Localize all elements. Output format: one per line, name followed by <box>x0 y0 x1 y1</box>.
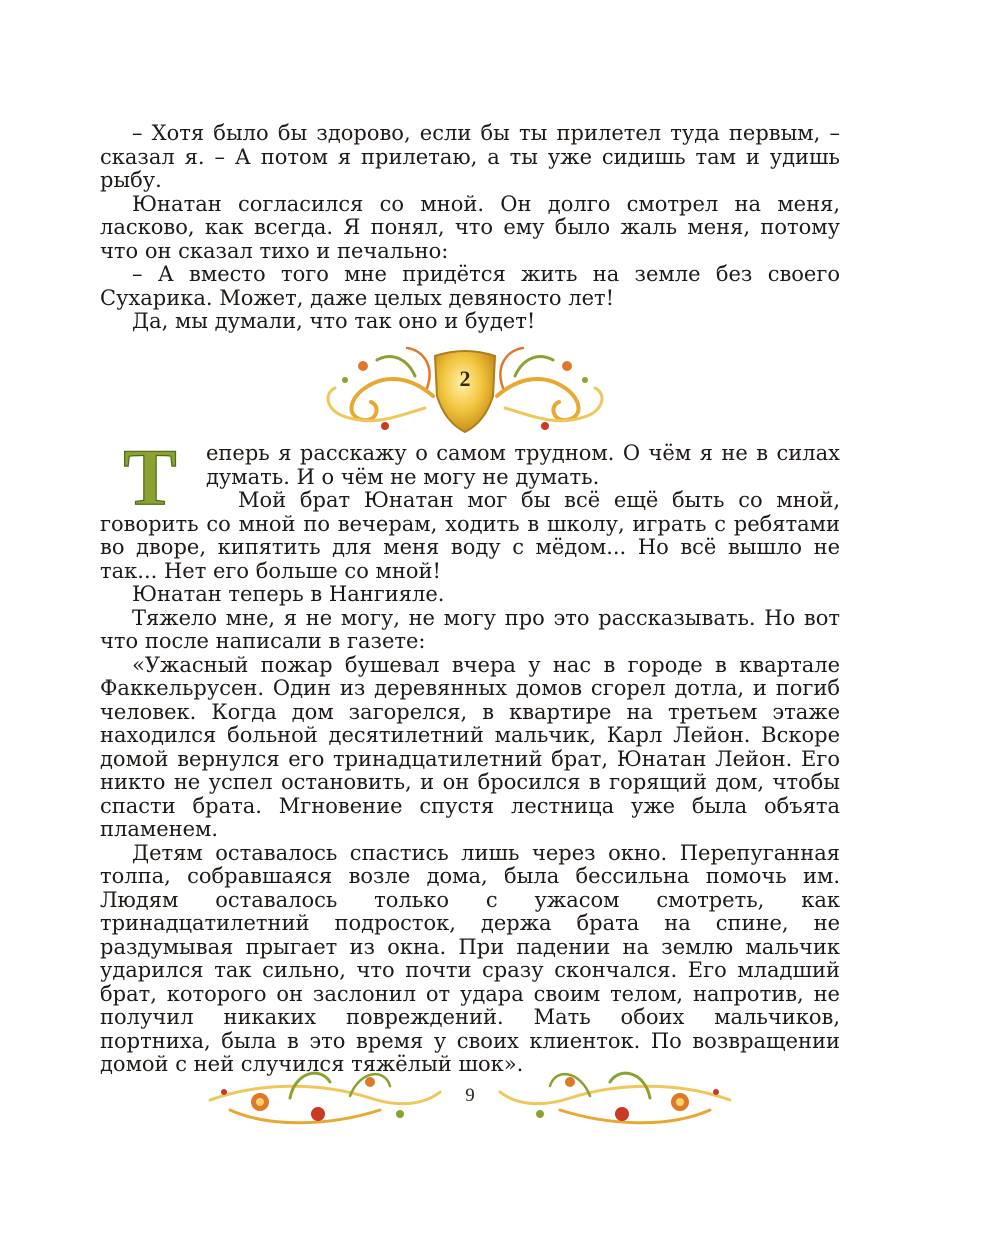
shield-icon <box>435 351 495 432</box>
footer-ornament-right <box>490 1052 740 1140</box>
paragraph: Детям оставалось спастись лишь через окно. Перепуганная толпа, собравшаяся возле дома, была бессильна помочь им. Людям оставалось только с ужасом смотреть, как тринадцатилетний подросток, держа брата на спине, не раздумывая прыгает из окна. При падении на землю мальчик ударился так сильно, что почти сразу скончался. Его младший брат, которого он заслонил от удара своим телом, напротив, не получил никаких повреждений. Мать обоих мальчиков, портниха, была в это время у своих клиенток. По возвращении домой с ней случился тяжёлый шок». <box>100 840 840 1076</box>
paragraph: Юнатан теперь в Нангияле. <box>132 582 445 606</box>
chapter-ornament <box>315 336 615 438</box>
right-swirl <box>497 348 602 430</box>
paragraph: – Хотя было бы здорово, если бы ты прилетел туда первым, – сказал я. – А потом я прилетаю, а ты уже сидишь там и удишь рыбу. <box>100 121 840 192</box>
drop-cap <box>100 444 200 512</box>
chapter-text-block <box>100 442 840 1077</box>
chapter-number: 2 <box>459 366 471 391</box>
paragraph: «Ужасный пожар бушевал вчера у нас в городе в квартале Факкельрусен. Один из деревянных домов сгорел дотла, и погиб человек. Когда дом загорелся, в квартире на третьем этаже находился больной десятилетний мальчик, Карл Лейон. Вскоре домой вернулся его тринадцатилетний брат, Юнатан Лейон. Его никто не успел остановить, и он бросился в горящий дом, чтобы спасти брата. Мгновение спустя лестница уже была объята пламенем. <box>100 652 840 841</box>
paragraph: Да, мы думали, что так оно и будет! <box>132 309 536 333</box>
left-swirl <box>328 348 433 430</box>
top-text-block <box>100 122 840 334</box>
page-number: 9 <box>465 1085 475 1106</box>
paragraph: Тяжело мне, я не могу, не могу про это рассказывать. Но вот что после написали в газете: <box>100 605 840 653</box>
footer-ornament-left <box>200 1052 450 1140</box>
paragraph: еперь я расскажу о самом трудном. О чём я не в силах думать. И о чём не могу не думать. <box>206 441 840 489</box>
drop-cap-letter: Т <box>123 444 177 512</box>
paragraph: Мой брат Юнатан мог бы всё ещё быть со мной, говорить со мной по вечерам, ходить в школу, играть с ребятами во дворе, кипятить для меня воду с мёдом... Но всё вышло не так... Нет его больше со мной! <box>100 488 840 583</box>
paragraph: – А вместо того мне придётся жить на земле без своего Сухарика. Может, даже целых девяносто лет! <box>100 262 840 310</box>
paragraph: Юнатан согласился со мной. Он долго смотрел на меня, ласково, как всегда. Я понял, что ему было жаль меня, потому что он сказал тихо и печально: <box>100 191 840 263</box>
